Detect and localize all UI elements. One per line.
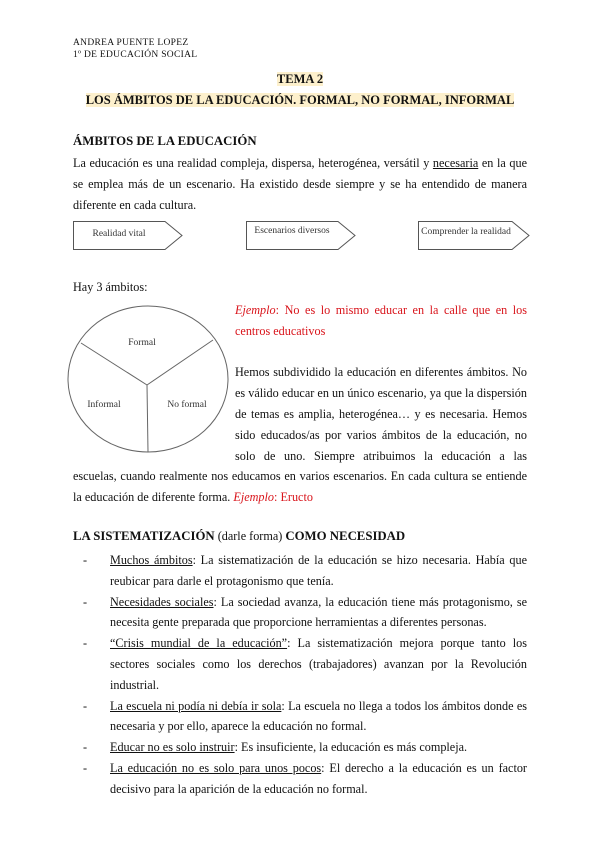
section2-heading: LA SISTEMATIZACIÓN (darle forma) COMO NECESIDAD [73, 529, 406, 543]
arrow-label: Realidad vital [92, 229, 146, 239]
arrow-box-2 [246, 221, 356, 250]
example-2: Ejemplo: Eructo [233, 490, 313, 505]
arrow-label: Comprender la realidad [421, 227, 511, 237]
list-item: - La educación no es solo para unos pocos: El derecho a la educación es un factor decisivo para la aparición de la educación no formal. [83, 760, 527, 796]
section1-heading: ÁMBITOS DE LA EDUCACIÓN [73, 134, 257, 148]
list-item: - “Crisis mundial de la educación”: La sistematización mejora porque tanto los sectores sociales como los derechos (trabajadores) avanzan por la Revolución industrial. [83, 636, 527, 692]
segment-formal: Formal [128, 338, 156, 348]
topic-title [0, 72, 600, 87]
segment-no-formal: No formal [167, 400, 207, 410]
ambitos-paragraph: Hemos subdividido la educación en diferentes ámbitos. No es válido educar en un único escenario, ya que la dispersión de temas es amplia, heterogénea… y es necesaria. Hemos sido educados/as por varios ámbitos de la educación, no solo de uno. Siempre atribuimos la educación a las escuelas, cuando realmente nos educamos en varios escenarios. En cada cultura se entiende la educación de diferente forma. Ejemplo: Eructo [73, 365, 527, 505]
list-item: - Muchos ámbitos: La sistematización de la educación se hizo necesaria. Había que reubicar para darle el protagonismo que tenía. [83, 553, 527, 588]
example-1: Ejemplo: No es lo mismo educar en la calle que en los centros educativos [235, 303, 527, 338]
arrow-label: Escenarios diversos [254, 226, 330, 236]
subtitle-text: LOS ÁMBITOS DE LA EDUCACIÓN. FORMAL, NO FORMAL, INFORMAL [85, 93, 515, 107]
author: ANDREA PUENTE LOPEZ [73, 38, 189, 48]
ambitos-text [73, 300, 527, 508]
diagram-spacer [73, 300, 235, 466]
arrow-box-1 [73, 221, 183, 250]
course: 1º DE EDUCACIÓN SOCIAL [73, 50, 198, 60]
topic-text: TEMA 2 [276, 72, 324, 86]
list-item: - Educar no es solo instruir: Es insuficiente, la educación es más compleja. [83, 740, 468, 755]
subtitle [0, 93, 600, 108]
segment-informal: Informal [87, 400, 121, 410]
list-item: - La escuela ni podía ni debía ir sola: La escuela no llega a todos los ámbitos donde es necesaria y por ello, aparece la educación no formal. [83, 698, 527, 734]
arrow-box-3 [418, 221, 530, 250]
intro-paragraph: La educación es una realidad compleja, dispersa, heterogénea, versátil y necesaria en la que se emplea más de un escenario. Ha existido desde siempre y se ha entendido de manera diferente en cada cultura. [73, 156, 527, 212]
needs-list [83, 550, 527, 800]
list-item: - Necesidades sociales: La sociedad avanza, la educación tiene más protagonismo, se necesita gente preparada que proporcione herramientas a diferentes personas. [83, 594, 527, 630]
header [73, 37, 197, 61]
count-text: Hay 3 ámbitos: [73, 280, 148, 294]
